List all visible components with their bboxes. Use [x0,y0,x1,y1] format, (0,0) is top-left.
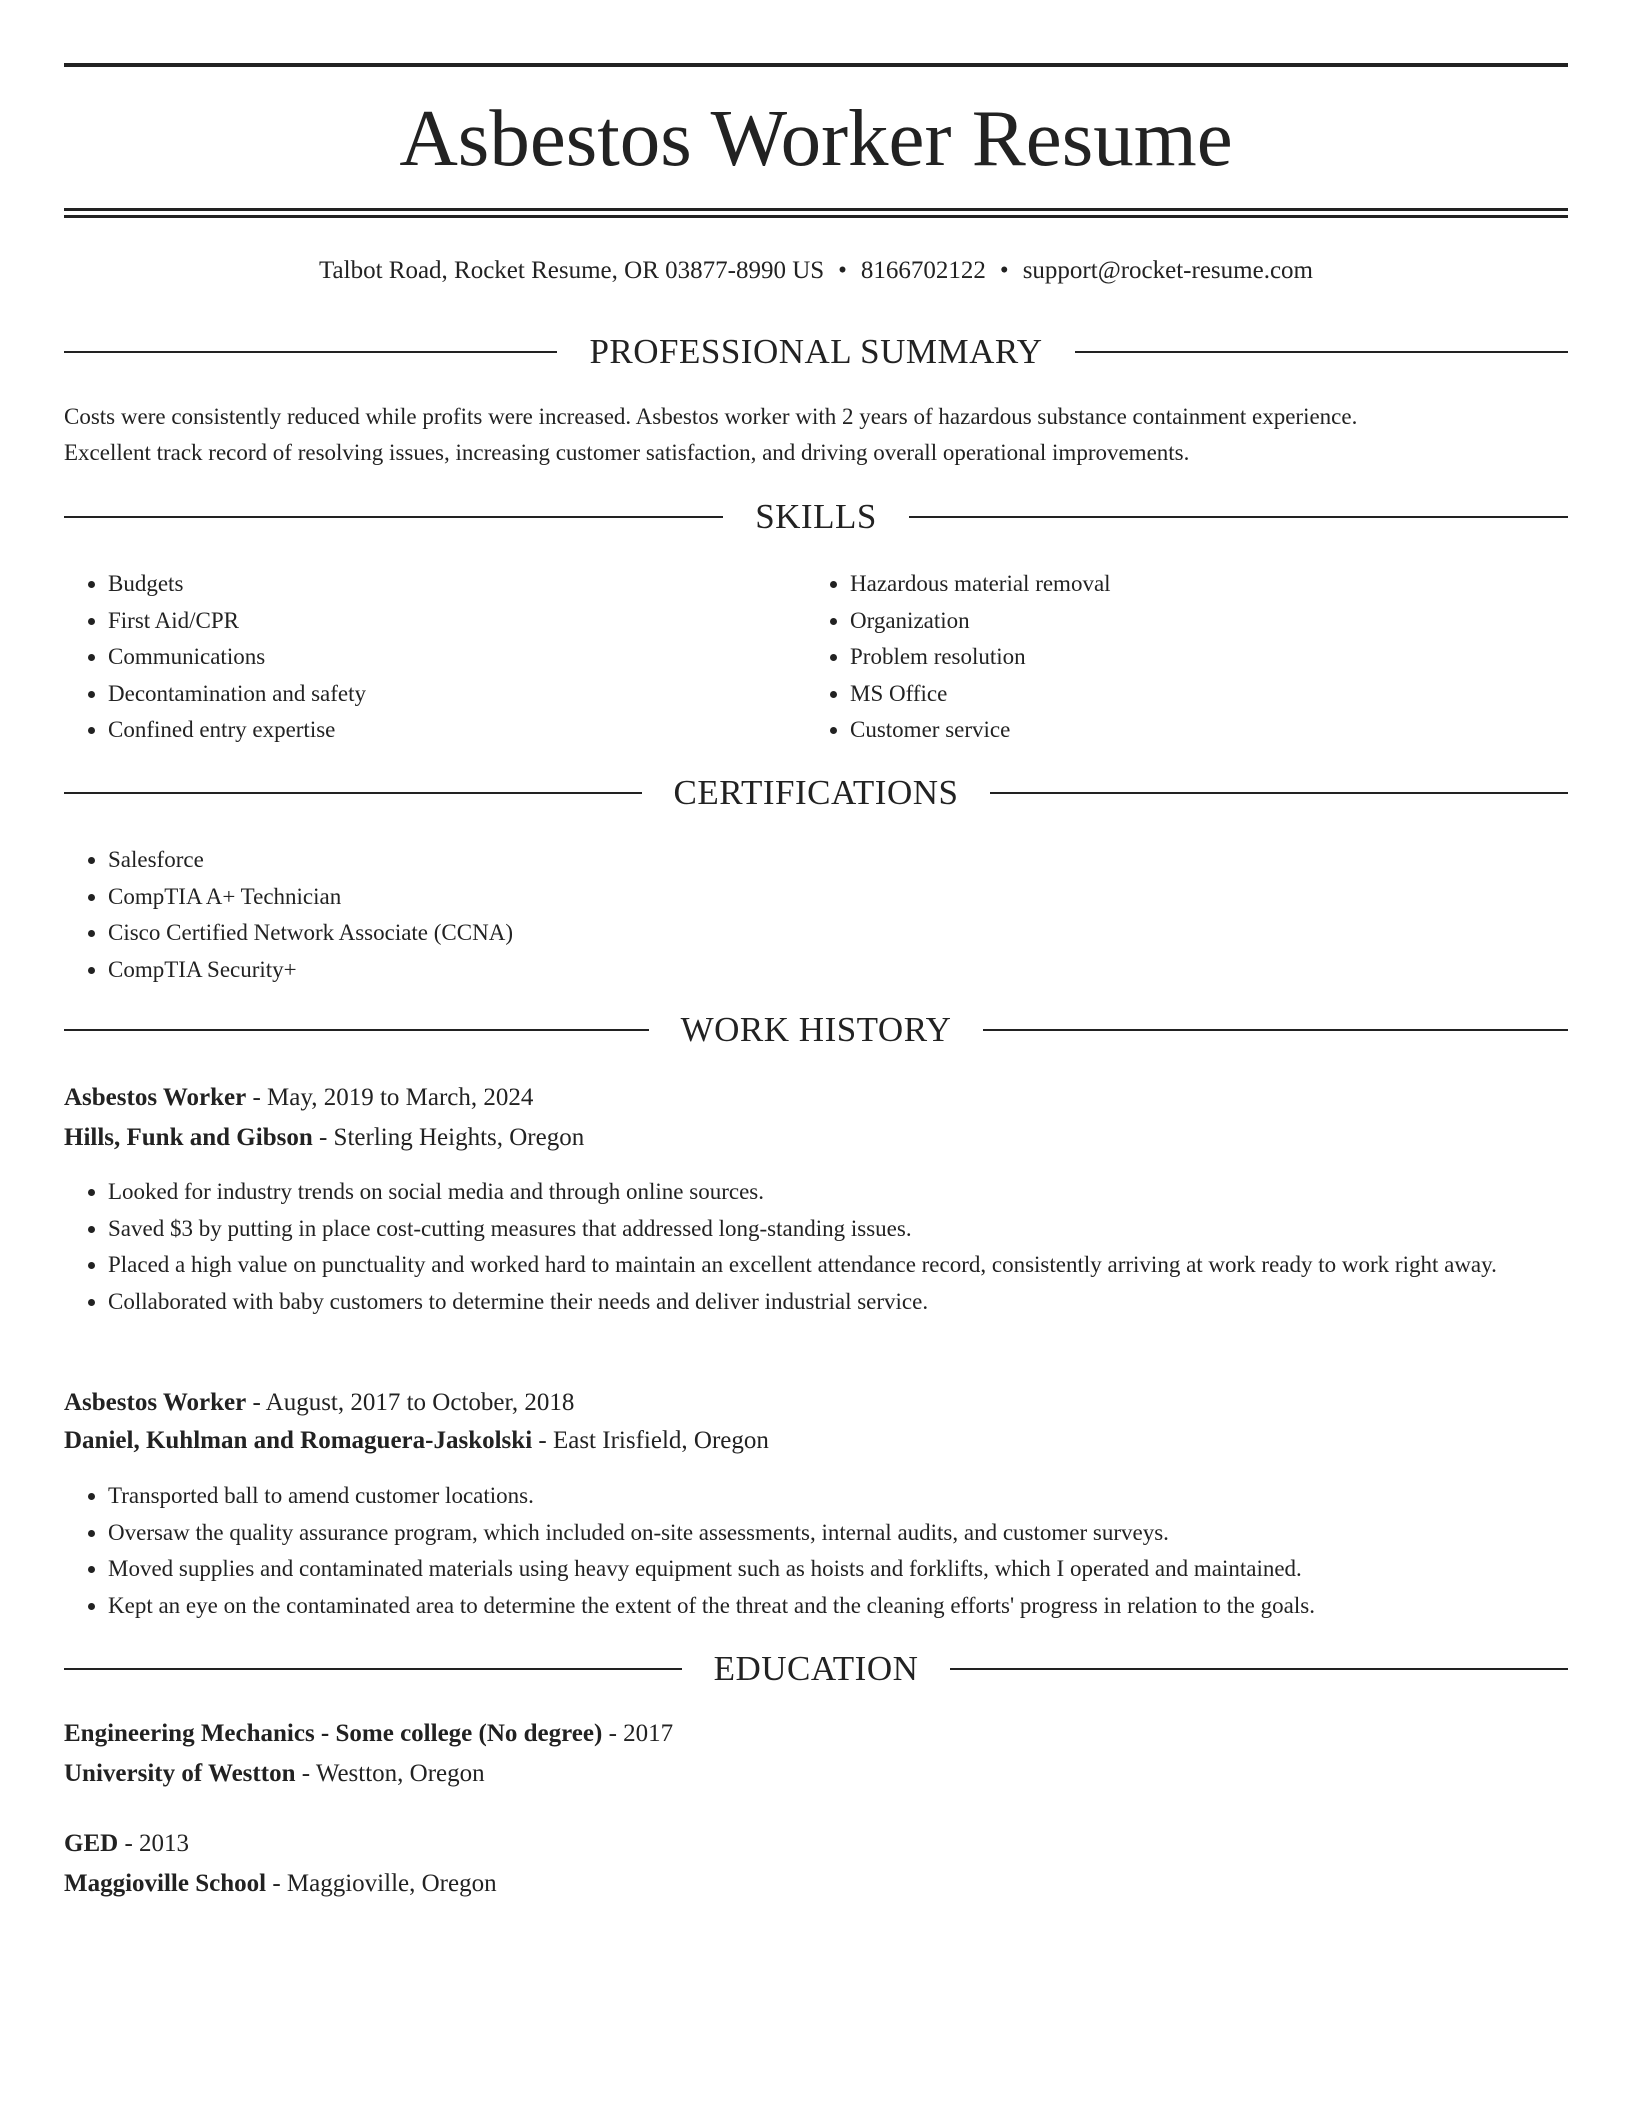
skill-item: • Decontamination and safety [108,676,808,713]
job-dates: - August, 2017 to October, 2018 [246,1389,575,1416]
job-duty-item: • Saved $3 by putting in place cost-cutting measures that addressed long-standing issues. [108,1211,1568,1248]
education-degree-line [64,1826,1568,1862]
job-title: Asbestos Worker [64,1084,247,1111]
job-company-line [64,1120,1568,1156]
skills-list-right [806,566,1550,749]
certification-item: • Salesforce [108,842,1568,879]
skill-item: • Organization [850,603,1550,640]
contact-address: Talbot Road, Rocket Resume, OR 03877-8990 US [319,257,825,284]
job-location: - Sterling Heights, Oregon [312,1124,585,1151]
job-title: Asbestos Worker [64,1389,247,1416]
job-duty-item: • Looked for industry trends on social media and through online sources. [108,1174,1568,1211]
skills-list-left [64,566,808,749]
skill-item: • Customer service [850,712,1550,749]
job-duty-item: • Moved supplies and contaminated materials using heavy equipment such as hoists and forklifts, which I operated and maintained. [108,1551,1568,1588]
education-year: - 2017 [602,1720,674,1747]
job-duty-item: • Kept an eye on the contaminated area to determine the extent of the threat and the cleaning efforts' progress in relation to the goals. [108,1588,1568,1625]
job-title-line [64,1385,1568,1421]
section-header-education [64,1647,1568,1691]
skill-item: • MS Office [850,676,1550,713]
section-rule [1075,351,1568,353]
summary-line-1: Costs were consistently reduced while profits were increased. Asbestos worker with 2 years of hazardous substance containment experience. [64,404,1358,429]
certification-item: • CompTIA Security+ [108,952,1568,989]
title-rule-lower [64,215,1568,218]
skill-item: • First Aid/CPR [108,603,808,640]
section-title-education: EDUCATION [713,1649,919,1688]
section-header-certifications [64,771,1568,815]
summary-line-2: Excellent track record of resolving issues, increasing customer satisfaction, and driving overall operational improvements. [64,440,1190,465]
job-duties-list [64,1174,1568,1320]
certifications-list [64,842,1568,988]
section-rule [983,1029,1568,1031]
job-duty-item: • Transported ball to amend customer locations. [108,1478,1568,1515]
section-rule [950,1668,1568,1670]
job-title-line [64,1080,1568,1116]
section-title-summary: PROFESSIONAL SUMMARY [589,332,1043,371]
job-duties-list [64,1478,1568,1624]
job-duty-item: • Collaborated with baby customers to determine their needs and deliver industrial service. [108,1284,1568,1321]
contact-email: support@rocket-resume.com [1022,257,1313,284]
section-title-skills: SKILLS [755,497,877,536]
certification-item: • CompTIA A+ Technician [108,879,1568,916]
section-rule [990,792,1568,794]
title-rule-upper [64,208,1568,211]
section-rule [64,1029,649,1031]
job-location: - East Irisfield, Oregon [532,1427,769,1454]
section-rule [64,516,723,518]
job-duty-item: • Placed a high value on punctuality and worked hard to maintain an excellent attendance record, consistently arriving at work ready to work right away. [108,1247,1568,1284]
skill-item: • Communications [108,639,808,676]
education-location: - Maggioville, Oregon [266,1870,497,1897]
resume-title: Asbestos Worker Resume [399,93,1233,183]
education-year: - 2013 [118,1830,190,1857]
section-rule [64,351,557,353]
job-company: Hills, Funk and Gibson [64,1124,313,1151]
education-degree: GED [64,1830,119,1857]
education-school: University of Westton [64,1760,296,1787]
contact-phone: 8166702122 [860,257,986,284]
education-school-line [64,1866,1568,1902]
section-rule [909,516,1568,518]
top-rule [64,63,1568,67]
skill-item: • Confined entry expertise [108,712,808,749]
job-company: Daniel, Kuhlman and Romaguera-Jaskolski [64,1427,533,1454]
education-school-line [64,1756,1568,1792]
section-header-summary [64,330,1568,374]
job-company-line [64,1423,1568,1459]
skill-item: • Problem resolution [850,639,1550,676]
section-header-skills [64,495,1568,539]
section-rule [64,1668,682,1670]
education-school: Maggioville School [64,1870,267,1897]
contact-separator: • [999,257,1009,284]
section-title-work: WORK HISTORY [680,1010,952,1049]
job-duty-item: • Oversaw the quality assurance program, which included on-site assessments, internal audits, and customer surveys. [108,1515,1568,1552]
contact-line [64,253,1568,289]
skill-item: • Budgets [108,566,808,603]
certification-item: • Cisco Certified Network Associate (CCNA) [108,915,1568,952]
contact-separator: • [838,257,847,284]
skill-item: • Hazardous material removal [850,566,1550,603]
job-dates: - May, 2019 to March, 2024 [246,1084,534,1111]
section-header-work [64,1008,1568,1052]
section-rule [64,792,642,794]
education-degree: Engineering Mechanics - Some college (No degree) [64,1720,603,1747]
education-location: - Westton, Oregon [295,1760,485,1787]
education-degree-line [64,1716,1568,1752]
section-title-certifications: CERTIFICATIONS [673,773,959,812]
